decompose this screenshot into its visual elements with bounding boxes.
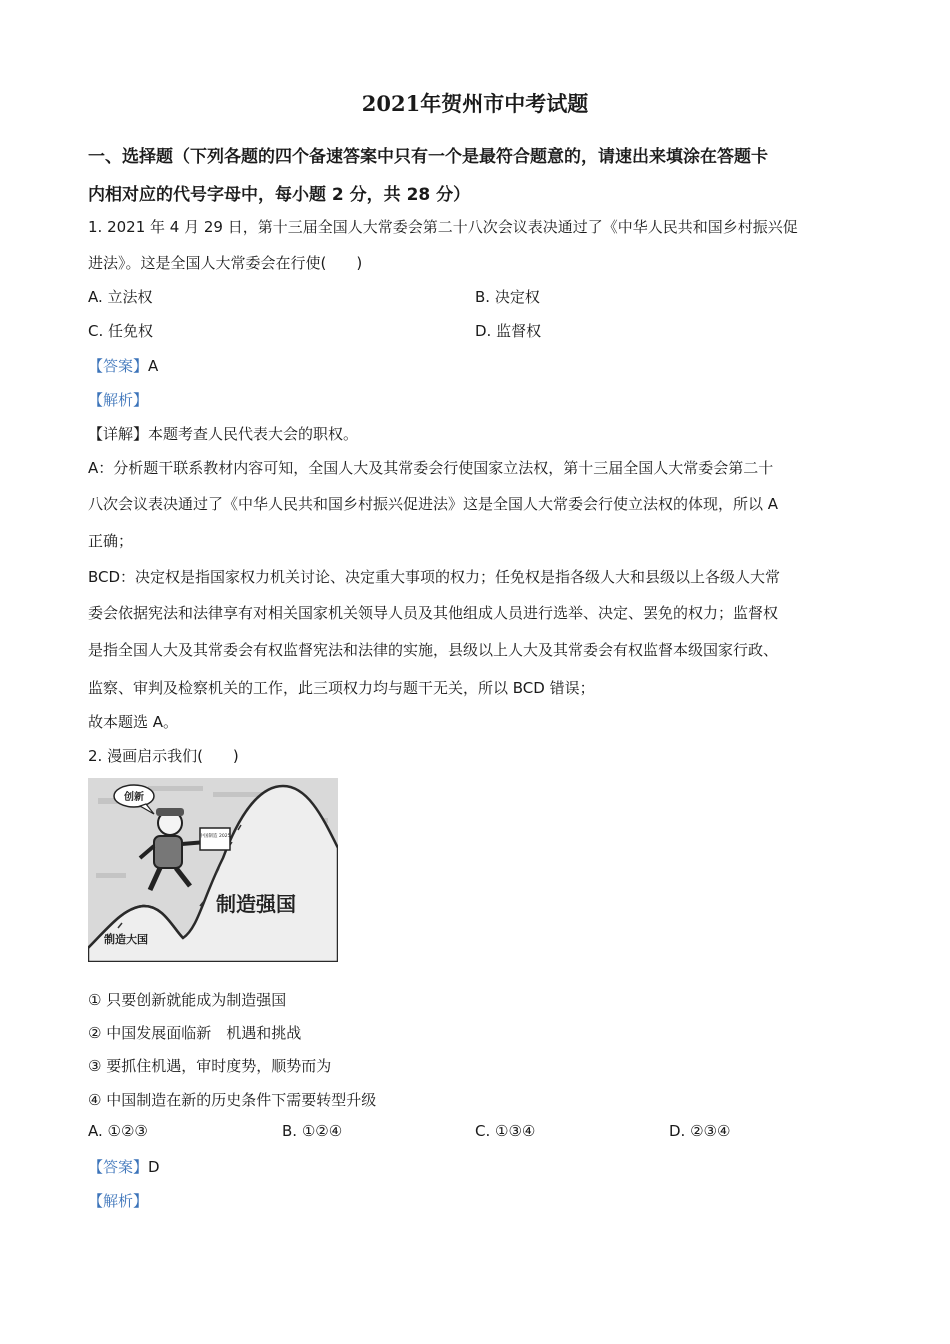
comic-small-mountain-label: 制造大国	[104, 933, 148, 946]
q1-explanation-a-line-2: 八次会议表决通过了《中华人民共和国乡村振兴促进法》这是全国人大常委会行使立法权的体现，所以 A	[88, 495, 779, 513]
q1-answer	[88, 355, 158, 376]
q2-stem: 2. 漫画启示我们( )	[88, 747, 239, 765]
q1-analysis-tag	[88, 389, 148, 410]
q1-explanation-bcd-line-4: 监察、审判及检察机关的工作，此三项权力均与题干无关，所以 BCD 错误；	[88, 679, 595, 697]
detail-text: 本题考查人民代表大会的职权。	[148, 425, 359, 443]
q2-option-c: C. ①③④	[475, 1122, 536, 1140]
answer-tag: 【答案】	[88, 357, 149, 375]
answer-tag: 【答案】	[88, 1158, 149, 1176]
page-title: 2021年贺州市中考试题	[361, 91, 589, 116]
q2-option-b: B. ①②④	[282, 1122, 343, 1140]
q2-item-4: ④ 中国制造在新的历史条件下需要转型升级	[88, 1091, 377, 1109]
q1-option-d: D. 监督权	[475, 322, 542, 340]
q1-explanation-bcd-line-3: 是指全国人大及其常委会有权监督宪法和法律的实施，县级以上人大及其常委会有权监督本级国家行政、	[88, 641, 779, 659]
q2-item-3: ③ 要抓住机遇，审时度势，顺势而为	[88, 1057, 332, 1075]
q1-option-a: A. 立法权	[88, 288, 153, 306]
q2-option-a: A. ①②③	[88, 1122, 148, 1140]
q2-answer	[88, 1156, 160, 1177]
q2-item-2: ② 中国发展面临新 机遇和挑战	[88, 1024, 302, 1042]
q1-detail	[88, 423, 358, 444]
answer-value: A	[148, 357, 159, 375]
q1-option-b: B. 决定权	[475, 288, 540, 306]
q1-explanation-bcd-line-2: 委会依据宪法和法律享有对相关国家机关领导人员及其他组成人员进行选举、决定、罢免的权力；监督权	[88, 604, 779, 622]
q1-conclusion: 故本题选 A。	[88, 713, 179, 731]
comic-big-mountain-label: 制造强国	[216, 892, 296, 916]
q2-analysis-tag	[88, 1190, 148, 1211]
comic-sign-text: 中国制造 2025	[199, 834, 231, 839]
section-heading-line-1: 一、选择题（下列各题的四个备速答案中只有一个是最符合题意的，请速出来填涂在答题卡	[88, 147, 768, 167]
comic-bubble-text: 创新	[124, 792, 144, 803]
q1-stem-line-1: 1. 2021 年 4 月 29 日，第十三届全国人大常委会第二十八次会议表决通过了《中华人民共和国乡村振兴促	[88, 218, 798, 236]
comic-image	[88, 778, 338, 962]
detail-tag: 【详解】	[88, 425, 149, 443]
analysis-tag: 【解析】	[88, 1192, 149, 1210]
q1-option-c: C. 任免权	[88, 322, 154, 340]
q2-item-1: ① 只要创新就能成为制造强国	[88, 991, 287, 1009]
answer-value: D	[148, 1158, 160, 1176]
analysis-tag: 【解析】	[88, 391, 149, 409]
q1-stem-line-2: 进法》。这是全国人大常委会在行使( )	[88, 254, 363, 272]
q2-option-d: D. ②③④	[669, 1122, 731, 1140]
q1-explanation-a-line-1: A：分析题干联系教材内容可知，全国人大及其常委会行使国家立法权，第十三届全国人大常委会第二十	[88, 459, 774, 477]
q1-explanation-bcd-line-1: BCD：决定权是指国家权力机关讨论、决定重大事项的权力；任免权是指各级人大和县级以上各级人大常	[88, 568, 781, 586]
section-heading-line-2: 内相对应的代号字母中，每小题 2 分，共 28 分）	[88, 185, 471, 205]
q1-explanation-a-line-3: 正确；	[88, 532, 134, 550]
